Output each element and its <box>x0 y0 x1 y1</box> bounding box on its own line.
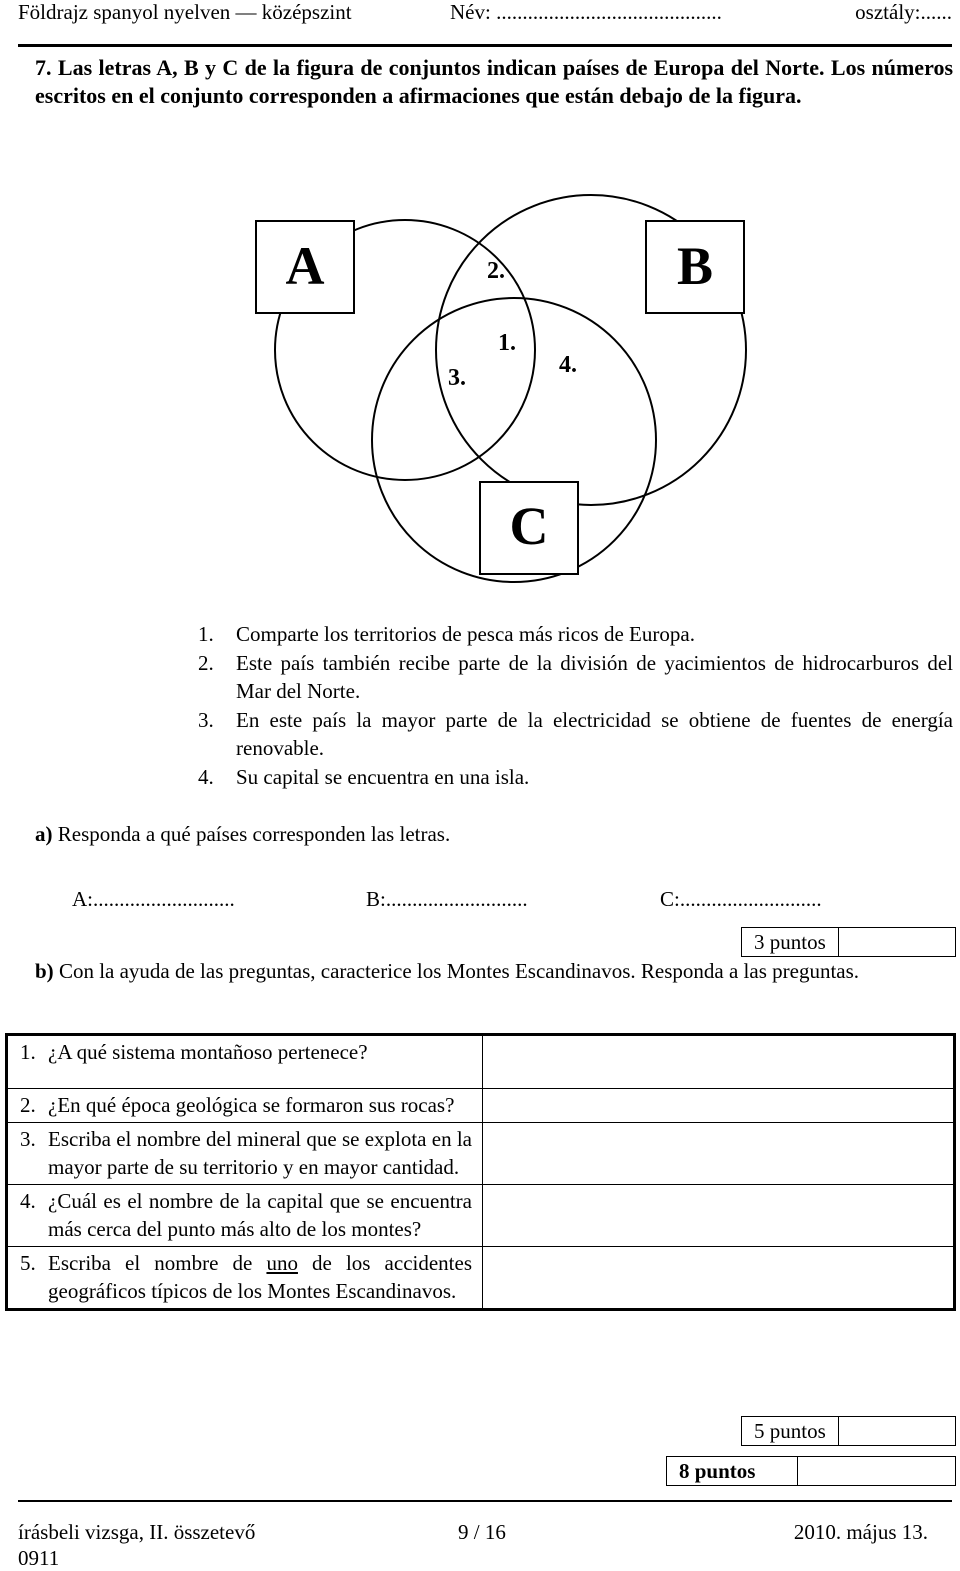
region-number-4: 4. <box>559 352 577 378</box>
subject-label: Földrajz spanyol nyelven — középszint <box>18 0 352 24</box>
letter-a: A <box>285 236 325 296</box>
answer-a-field[interactable]: A:........................... <box>72 887 235 911</box>
name-field: Név: ........................................... <box>450 0 722 24</box>
score-box-a: 3 puntos <box>741 927 956 957</box>
class-field: osztály:...... <box>855 0 952 24</box>
score-box-total: 8 puntos <box>666 1456 956 1486</box>
region-number-3: 3. <box>448 365 466 391</box>
statement-item: 1. Comparte los territorios de pesca más ricos de Europa. <box>198 622 695 646</box>
answer-c-field[interactable]: C:........................... <box>660 887 822 911</box>
score-entry[interactable] <box>839 1417 955 1445</box>
statement-item: 3. En este país la mayor parte de la electricidad se obtiene de fuentes de energía renovable. <box>198 707 953 760</box>
table-row: 5. Escriba el nombre de uno de los accidentes geográficos típicos de los Montes Escandinavos. <box>7 1246 955 1309</box>
questions-table <box>5 1033 956 1311</box>
question-7-intro <box>35 54 953 110</box>
table-row: 1. ¿A qué sistema montañoso pertenece? <box>7 1035 955 1089</box>
exam-code: 0911 <box>18 1546 60 1570</box>
answer-cell[interactable] <box>483 1089 955 1123</box>
question-text: Las letras A, B y C de la figura de conjuntos indican países de Europa del Norte. Los números escritos en el conjunto corresponden a afirmaciones que están debajo de la figura. <box>35 55 954 108</box>
part-a-answers <box>72 887 952 917</box>
score-entry[interactable] <box>798 1457 955 1485</box>
page-footer <box>18 1500 952 1568</box>
exam-label: írásbeli vizsga, II. összetevő <box>18 1520 256 1544</box>
answer-cell[interactable] <box>483 1184 955 1246</box>
answer-cell[interactable] <box>483 1035 955 1089</box>
venn-diagram <box>250 180 760 590</box>
region-number-1: 1. <box>498 330 516 356</box>
exam-date: 2010. május 13. <box>793 1520 928 1544</box>
table-row: 2. ¿En qué época geológica se formaron sus rocas? <box>7 1089 955 1123</box>
answer-b-field[interactable]: B:........................... <box>366 887 528 911</box>
answer-cell[interactable] <box>483 1122 955 1184</box>
statement-item: 2. Este país también recibe parte de la división de yacimientos de hidrocarburos del Mar del Norte. <box>198 650 953 703</box>
letter-c: C <box>509 496 549 556</box>
statement-list <box>198 620 953 791</box>
answer-cell[interactable] <box>483 1246 955 1309</box>
table-row: 4. ¿Cuál es el nombre de la capital que se encuentra más cerca del punto más alto de los montes? <box>7 1184 955 1246</box>
statement-item: 4. Su capital se encuentra en una isla. <box>198 764 530 789</box>
part-a-instruction: a) Responda a qué países corresponden las letras. <box>35 822 451 846</box>
table-row: 3. Escriba el nombre del mineral que se explota en la mayor parte de su territorio y en mayor cantidad. <box>7 1122 955 1184</box>
region-number-2: 2. <box>487 258 505 284</box>
page-header <box>18 0 952 47</box>
score-box-b: 5 puntos <box>741 1416 956 1446</box>
page-number: 9 / 16 <box>458 1520 506 1544</box>
part-b-instruction: b) Con la ayuda de las preguntas, caracterice los Montes Escandinavos. Responda a las preguntas. <box>35 959 860 983</box>
score-entry[interactable] <box>839 928 955 956</box>
question-number: 7. <box>35 55 52 80</box>
letter-b: B <box>676 236 714 296</box>
